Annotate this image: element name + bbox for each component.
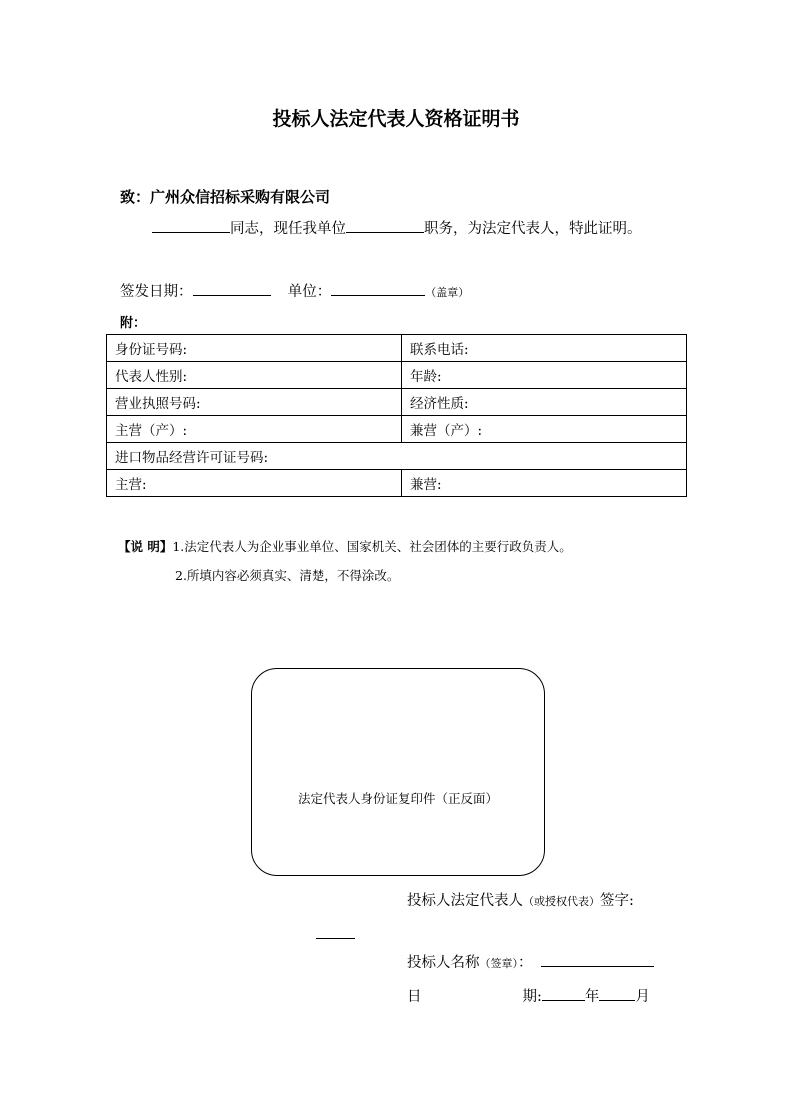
bidder-name-line bbox=[407, 951, 654, 972]
id-copy-label: 法定代表人身份证复印件（正反面） bbox=[297, 791, 498, 806]
table-row bbox=[107, 470, 687, 497]
note-item-1 bbox=[118, 537, 572, 555]
rep-note: （或授权代表） bbox=[523, 895, 600, 908]
unit-label: 单位： bbox=[287, 284, 332, 300]
addressee: 致：广州众信招标采购有限公司 bbox=[120, 188, 331, 206]
table-row bbox=[107, 443, 687, 470]
rep-label: 投标人法定代表人 bbox=[407, 893, 523, 909]
rep-suffix: 签字: bbox=[600, 893, 634, 909]
issue-date-label: 签发日期： bbox=[120, 284, 193, 300]
name-label: 投标人名称 bbox=[407, 955, 480, 971]
signature-stub-line[interactable] bbox=[316, 928, 355, 939]
name-suffix: ： bbox=[518, 955, 533, 971]
license-number-cell[interactable]: 营业执照号码: bbox=[107, 389, 402, 416]
table-row bbox=[107, 416, 687, 443]
month-blank[interactable] bbox=[599, 986, 635, 1001]
info-table bbox=[106, 334, 687, 497]
main-business-cell[interactable]: 主营: bbox=[107, 470, 402, 497]
gender-cell[interactable]: 代表人性别: bbox=[107, 362, 402, 389]
issue-line bbox=[120, 280, 469, 301]
attach-label: 附： bbox=[120, 316, 147, 331]
certify-text-2: 职务，为法定代表人，特此证明。 bbox=[424, 221, 642, 237]
unit-blank[interactable] bbox=[331, 281, 425, 296]
import-license-cell[interactable]: 进口物品经营许可证号码: bbox=[107, 443, 687, 470]
side-business-cell[interactable]: 兼营: bbox=[402, 470, 687, 497]
month-label: 月 bbox=[635, 989, 650, 1005]
issue-date-blank[interactable] bbox=[193, 281, 271, 296]
phone-cell[interactable]: 联系电话: bbox=[402, 335, 687, 362]
date-line bbox=[407, 985, 650, 1006]
economic-nature-cell[interactable]: 经济性质: bbox=[402, 389, 687, 416]
table-row bbox=[107, 362, 687, 389]
bidder-name-blank[interactable] bbox=[541, 952, 654, 967]
certify-text-1: 同志，现任我单位 bbox=[230, 221, 346, 237]
year-blank[interactable] bbox=[542, 986, 585, 1001]
id-number-cell[interactable]: 身份证号码: bbox=[107, 335, 402, 362]
name-blank[interactable] bbox=[152, 218, 230, 233]
table-row bbox=[107, 389, 687, 416]
main-product-cell[interactable]: 主营（产）: bbox=[107, 416, 402, 443]
note-label: 【说 明】 bbox=[118, 539, 173, 554]
name-note: （签章） bbox=[479, 957, 518, 970]
table-row bbox=[107, 335, 687, 362]
date-day-label: 日 bbox=[407, 989, 422, 1005]
note-item-2: 2.所填内容必须真实、清楚，不得涂改。 bbox=[175, 568, 400, 583]
side-product-cell[interactable]: 兼营（产）: bbox=[402, 416, 687, 443]
rep-signature-line bbox=[407, 889, 634, 910]
date-period-label: 期: bbox=[522, 989, 542, 1005]
note-text-1: 1.法定代表人为企业事业单位、国家机关、社会团体的主要行政负责人。 bbox=[172, 539, 572, 554]
id-copy-box bbox=[251, 668, 545, 876]
age-cell[interactable]: 年龄: bbox=[402, 362, 687, 389]
certify-line bbox=[152, 217, 642, 238]
document-title: 投标人法定代表人资格证明书 bbox=[272, 108, 520, 130]
year-label: 年 bbox=[584, 989, 600, 1005]
post-blank[interactable] bbox=[346, 218, 424, 233]
seal-note: （盖章） bbox=[425, 286, 470, 299]
